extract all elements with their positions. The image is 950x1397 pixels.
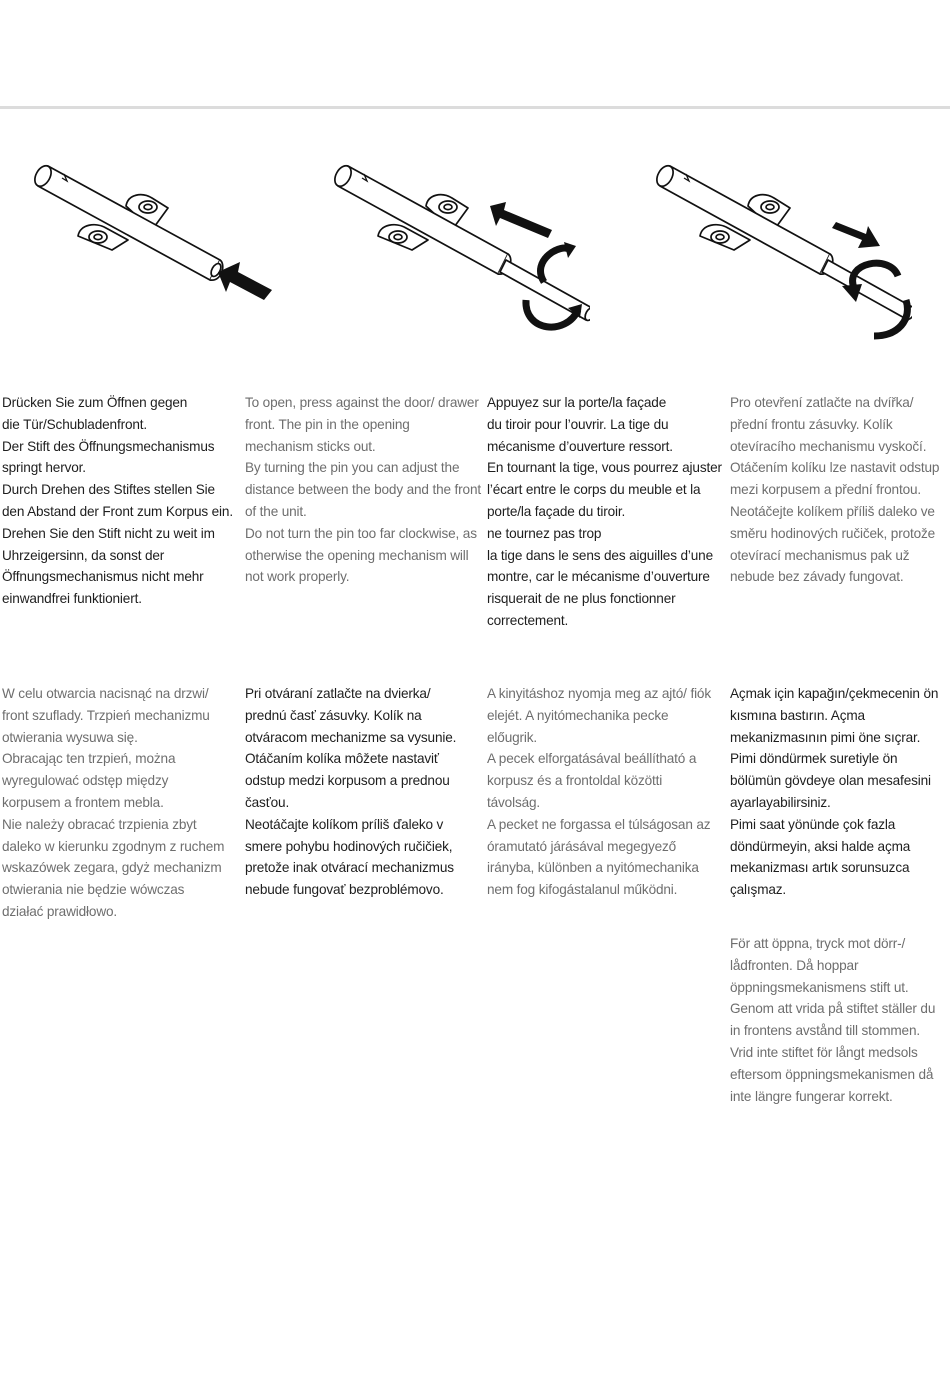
text-hu: A kinyitáshoz nyomja meg az ajtó/ fiók elejét. A nyitómechanika pecke előugrik. A pecek elforgatásával beállítható a korpusz és a frontoldal közötti távolság. A pecket ne forgassa el túlságosan az óramutató járásával megegyező irányba, különben a nyitómechanika nem fog kifogástalanul működni. bbox=[487, 686, 711, 898]
push-latch-press-arrow-icon bbox=[30, 150, 290, 350]
header-divider bbox=[0, 106, 950, 109]
illustration-press bbox=[30, 150, 290, 350]
illustration-rotate-out bbox=[330, 150, 590, 350]
text-tr: Açmak için kapağın/çekmecenin ön kısmına bastırın. Açma mekanizmasının pimi öne sıçrar. Pimi döndürmek suretiyle ön bölümün gövdeye olan mesafesini ayarlayabilirsiniz. Pimi saat yönünde çok fazla döndürmeyin, aksi halde açma mekanizması artık sorunsuzca çalışmaz. bbox=[730, 686, 939, 898]
push-latch-rotate-in-icon bbox=[652, 150, 912, 350]
text-fr: Appuyez sur la porte/la façade du tiroir pour l’ouvrir. La tige du mécanisme d’ouverture ressort. En tournant la tige, vous pourrez ajuster l’écart entre le corps du meuble et la porte/la façade du tiroir. ne tournez pas trop la tige dans le sens des aiguilles d’une montre, car le mécanisme d’ouverture risquerait de ne plus fonctionner correctement. bbox=[487, 395, 722, 628]
text-cs: Pro otevření zatlačte na dvířka/ přední frontu zásuvky. Kolík otevíracího mechanismu vyskočí. Otáčením kolíku lze nastavit odstup mezi korpusem a přední frontou. Neotáčejte kolíkem příliš daleko ve směru hodinových ručiček, protože otevírací mechanismus pak už nebude bez závady fungovat. bbox=[730, 395, 940, 585]
text-en: To open, press against the door/ drawer front. The pin in the opening mechanism sticks out. By turning the pin you can adjust the distance between the body and the front of the unit. Do not turn the pin too far clockwise, as otherwise the opening mechanism will not work properly. bbox=[245, 395, 481, 585]
text-sk: Pri otváraní zatlačte na dvierka/ prednú časť zásuvky. Kolík na otváracom mechanizme sa vysunie. Otáčaním kolíka môžete nastaviť odstup medzi korpusom a prednou časťou. Neotáčajte kolíkom príliš ďaleko v smere pohybu hodinových ručičiek, pretože inak otvárací mechanizmus nebude fungovať bezproblémovo. bbox=[245, 686, 457, 898]
text-de: Drücken Sie zum Öffnen gegen die Tür/Schubladenfront. Der Stift des Öffnungsmechanismus springt hervor. Durch Drehen des Stiftes stellen Sie den Abstand der Front zum Korpus ein. Drehen Sie den Stift nicht zu weit im Uhrzeigersinn, da sonst der Öffnungsmechanismus nicht mehr einwandfrei funktioniert. bbox=[2, 395, 233, 607]
illustration-rotate-in bbox=[652, 150, 912, 350]
push-latch-rotate-out-icon bbox=[330, 150, 590, 350]
text-pl: W celu otwarcia nacisnąć na drzwi/ front szuflady. Trzpień mechanizmu otwierania wysuwa się. Obracając ten trzpień, można wyregulować odstęp między korpusem a frontem mebla. Nie należy obracać trzpienia zbyt daleko w kierunku zgodnym z ruchem wskazówek zegara, gdyż mechanizm otwierania nie będzie wówczas działać prawidłowo. bbox=[2, 686, 225, 919]
text-sv: För att öppna, tryck mot dörr-/ lådfronten. Då hoppar öppningsmekanismens stift ut. Genom att vrida på stiftet ställer du in frontens avstånd till stommen. Vrid inte stiftet för långt medsols eftersom öppningsmekanismen då inte längre fungerar korrekt. bbox=[730, 936, 936, 1104]
